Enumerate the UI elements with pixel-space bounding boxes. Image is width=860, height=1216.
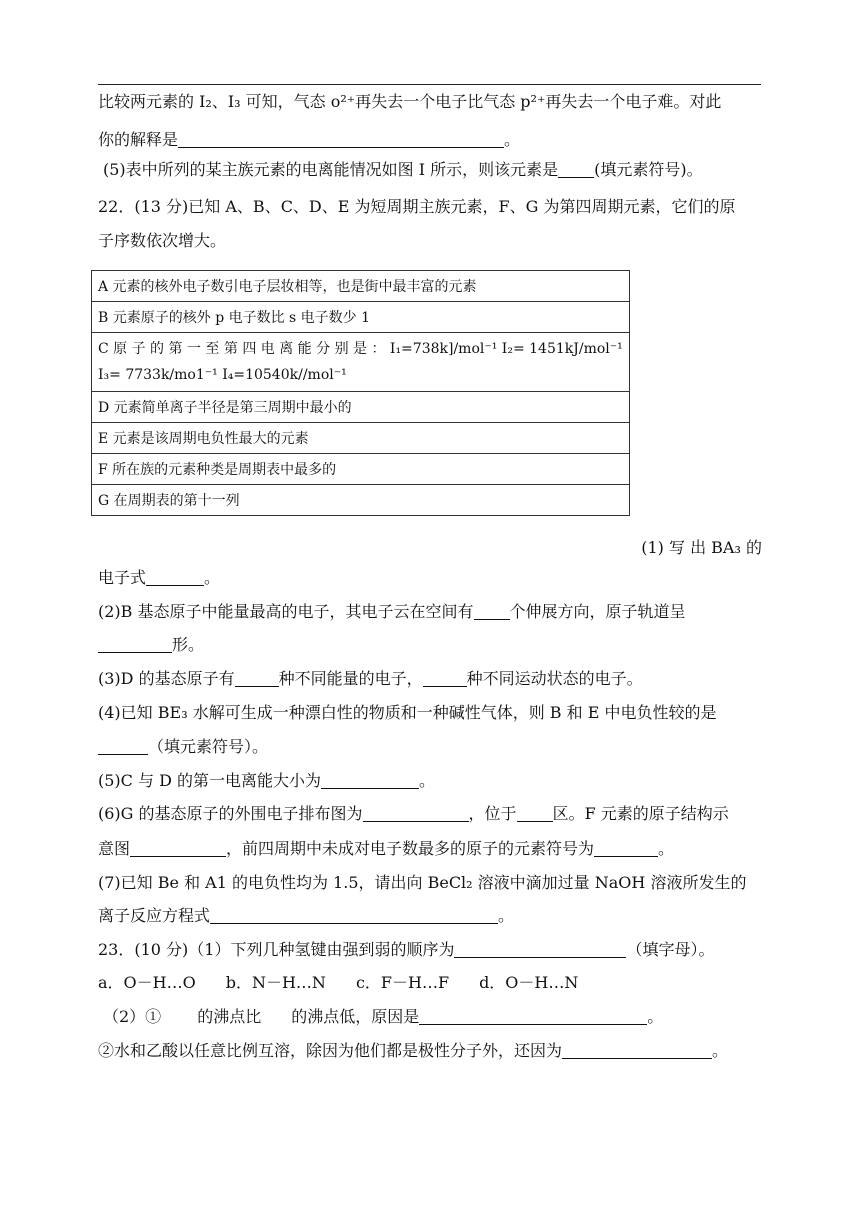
answer-blank[interactable] [363,805,469,822]
text-segment: 。 [658,839,675,858]
answer-blank[interactable] [419,1008,647,1025]
text-line [98,905,514,927]
text-line [98,567,220,589]
text-segment: 形。 [172,635,205,654]
text-segment: 电子式 [98,568,147,587]
answer-blank[interactable] [562,1042,712,1059]
table-cell-line: I₃= 7733k/mo1⁻¹ I₄=10540k//mol⁻¹ [98,367,347,383]
text-segment: 。 [647,1007,664,1026]
text-segment: (2)B 基态原子中能量最高的电子，其电子云在空间有 [98,602,474,621]
text-segment: 个伸展方向，原子轨道呈 [509,602,686,621]
table-cell: D 元素简单离子半径是第三周期中最小的 [92,392,630,423]
text-segment: (填元素符号)。 [594,160,703,179]
text-line [98,668,643,690]
question-23-stem [98,939,715,961]
text-segment: 区。F 元素的原子结构示 [552,804,729,823]
text-segment: 。 [419,771,436,790]
text-segment: （填元素符号）。 [148,737,269,756]
text-segment: ②水和乙酸以任意比例互溶，除因为他们都是极性分子外，还因为 [98,1041,563,1060]
text-segment: (5)C 与 D 的第一电离能大小为 [98,771,321,790]
text-line: (4)已知 BE₃ 水解可生成一种漂白性的物质和一种碱性气体，则 B 和 E 中电负性较的是 [98,703,717,722]
text-line [103,1006,663,1028]
table-cell: E 元素是该周期电负性最大的元素 [92,423,630,454]
text-line: (7)已知 Be 和 A1 的电负性均为 1.5，请出向 BeCl₂ 溶液中滴加过量 NaOH 溶液所发生的 [98,873,747,892]
answer-blank[interactable] [98,636,172,653]
answer-blank[interactable] [454,941,626,958]
answer-blank[interactable] [178,131,504,148]
text-segment: 意图 [98,839,131,858]
answer-blank[interactable] [146,569,204,586]
text-segment: ，前四周期中未成对电子数最多的原子的元素符号为 [226,839,595,858]
text-segment: (3)D 的基态原子有 [98,669,235,688]
text-segment: 。 [504,130,521,149]
answer-blank[interactable] [210,907,498,924]
text-line [98,736,268,758]
option-d: d．O－H…N [479,973,579,992]
text-segment: 种不同运动状态的电子。 [466,669,643,688]
answer-blank[interactable] [321,772,419,789]
answer-blank[interactable] [130,840,226,857]
answer-blank[interactable] [474,603,510,620]
table-cell-line: C 原 子 的 第 一 至 第 四 电 离 能 分 别 是 ： I₁=738k]/mol⁻¹ I₂= 1451kJ/mol⁻¹ [98,341,623,357]
table-cell: A 元素的核外电子数引电子层妆相等，也是街中最丰富的元素 [92,271,630,302]
text-line: 比较两元素的 I₂、I₃ 可知，气态 o²⁺再失去一个电子比气态 p²⁺再失去一个电子难。对此 [98,92,722,111]
text-segment: 的沸点比 [197,1007,262,1026]
text-segment: 种不同能量的电子， [278,669,423,688]
text-line [98,770,435,792]
header-rule [98,84,761,85]
option-c: c．F－H…F [355,973,450,992]
text-segment: （填字母）。 [626,940,715,959]
option-row [98,972,578,994]
text-segment: (6)G 的基态原子的外围电子排布图为 [98,804,363,823]
text-segment: 。 [498,906,515,925]
text-line [98,601,686,623]
table-cell: F 所在族的元素种类是周期表中最多的 [92,454,630,485]
question-22-stem: 22．(13 分)已知 A、B、C、D、E 为短周期主族元素，F、G 为第四周期元素，它们的原 [98,197,736,216]
text-line [98,838,674,860]
text-segment: 。 [204,568,221,587]
text-line [98,1040,728,1062]
text-segment: ，位于 [468,804,517,823]
text-segment: (5)表中所列的某主族元素的电离能情况如图 I 所示，则该元素是 [103,160,559,179]
answer-blank[interactable] [594,840,658,857]
question-22-stem: 子序数依次增大。 [98,231,227,250]
answer-blank[interactable] [558,161,594,178]
text-line: (1) 写 出 BA₃ 的 [641,538,762,557]
text-line [103,159,703,181]
table-cell: B 元素原子的核外 p 电子数比 s 电子数少 1 [92,302,630,333]
option-b: b．N－H…N [225,973,326,992]
answer-blank[interactable] [423,670,467,687]
text-line [98,129,520,151]
text-segment: （2）① [103,1007,162,1026]
text-segment: 23．(10 分)（1）下列几种氢键由强到弱的顺序为 [98,940,455,959]
answer-blank[interactable] [98,738,148,755]
text-segment: 。 [712,1041,729,1060]
table-cell [92,333,630,392]
text-line [98,803,729,825]
text-line [98,634,204,656]
option-a: a．O－H…O [98,973,196,992]
answer-blank[interactable] [235,670,279,687]
text-segment: 离子反应方程式 [98,906,211,925]
text-segment: 你的解释是 [98,130,179,149]
text-segment: 的沸点低，原因是 [291,1007,420,1026]
table-cell: G 在周期表的第十一列 [92,485,630,516]
element-info-table [91,270,630,516]
answer-blank[interactable] [517,805,553,822]
